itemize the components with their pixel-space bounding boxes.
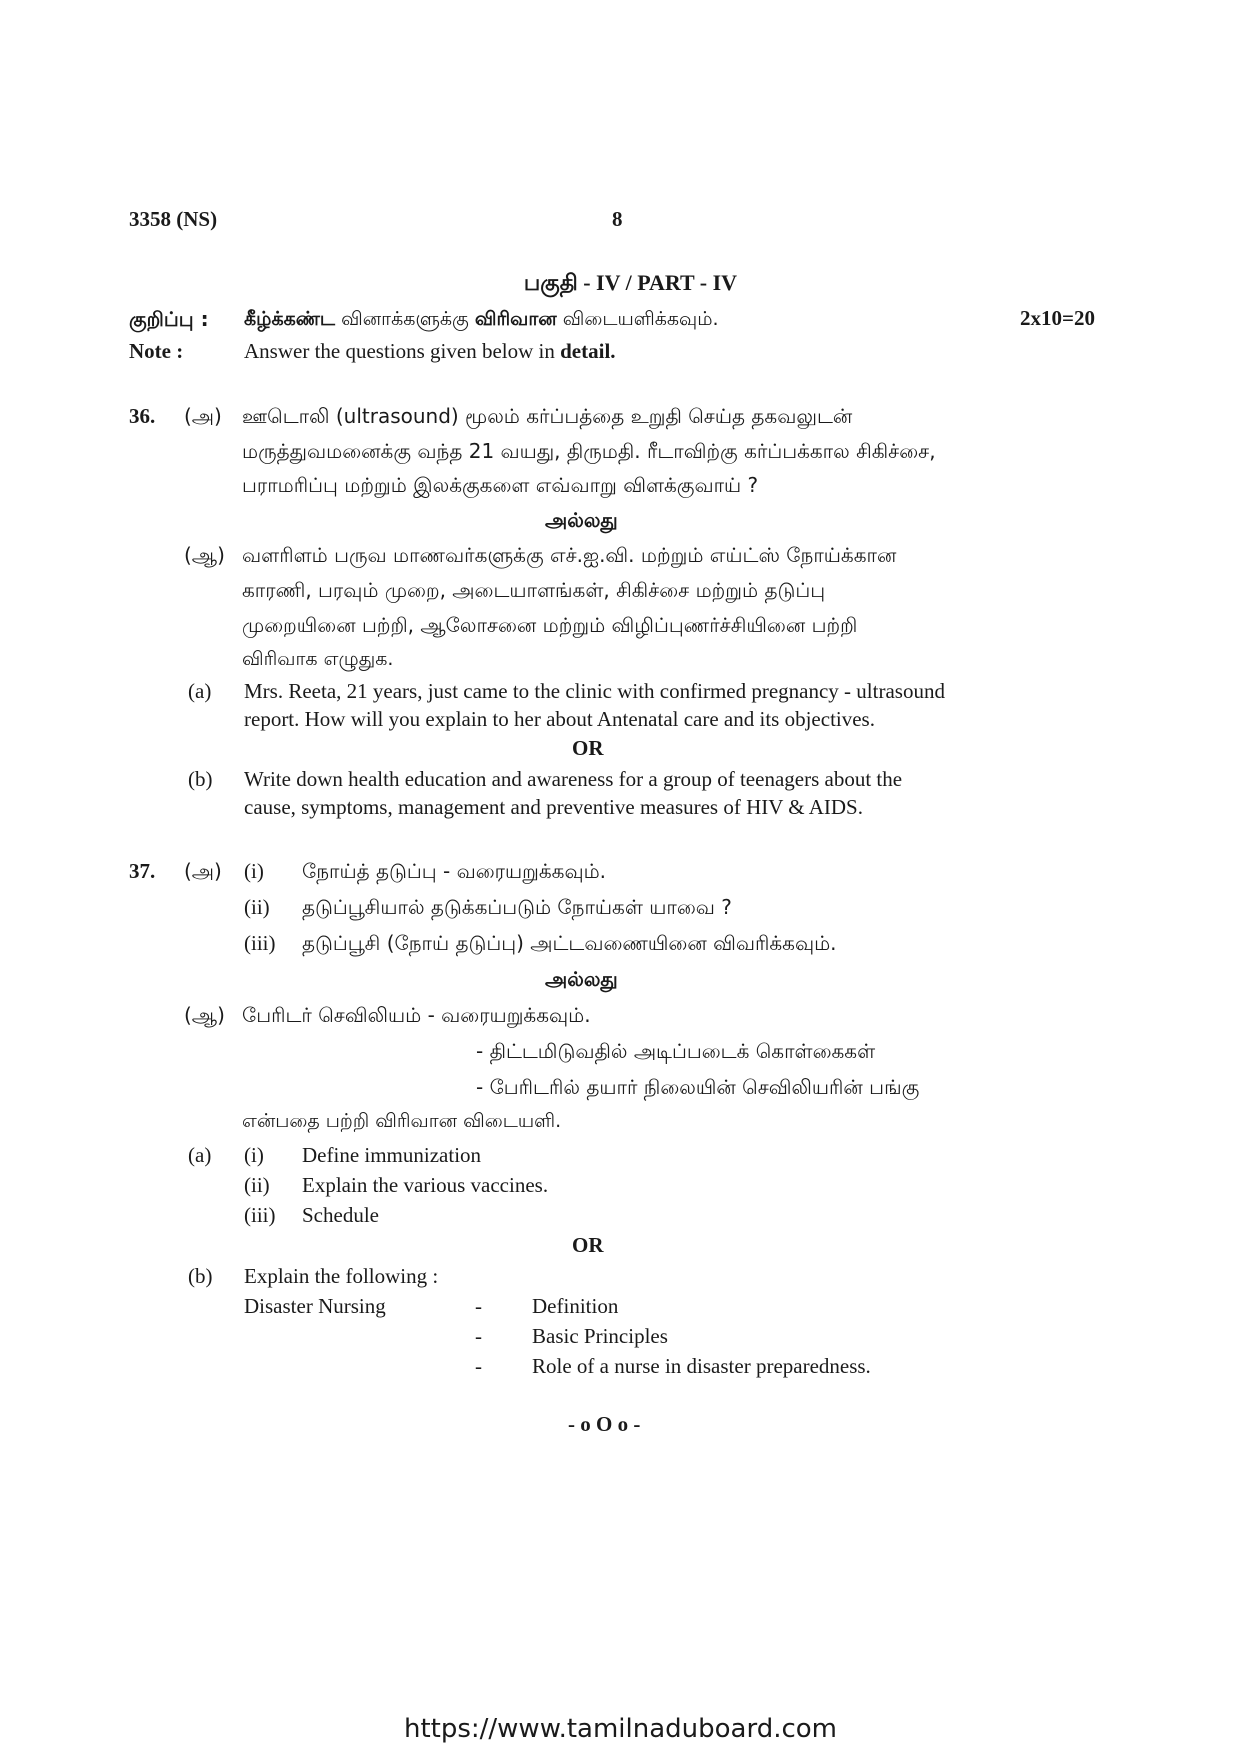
q36-b-label: (ஆ) xyxy=(184,543,225,567)
q37-b-ta-line4: என்பதை பற்றி விரிவான விடையளி. xyxy=(242,1110,562,1132)
q37-b-en-dash2: - xyxy=(475,1324,482,1348)
q37-a-en-num3: (iii) xyxy=(244,1203,276,1227)
note-ta-text: கீழ்க்கண்ட வினாக்களுக்கு விரிவான விடையளிக்கவும். xyxy=(244,308,719,330)
q36-b-ta-line1: வளரிளம் பருவ மாணவர்களுக்கு எச்.ஐ.வி. மற்றும் எய்ட்ஸ் நோய்க்கான xyxy=(242,543,897,567)
q37-a-ta-num2: (ii) xyxy=(244,895,270,919)
q37-a-ta-num3: (iii) xyxy=(244,931,276,955)
q36-b-ta-line3: முறையினை பற்றி, ஆலோசனை மற்றும் விழிப்புணர்ச்சியினை பற்றி xyxy=(242,613,858,637)
q37-a-en-label: (a) xyxy=(188,1143,212,1167)
q36-or-en: OR xyxy=(572,736,604,760)
q36-a-en-line1: Mrs. Reeta, 21 years, just came to the clinic with confirmed pregnancy - ultrasound xyxy=(244,679,945,703)
marks: 2x10=20 xyxy=(1020,306,1095,330)
q37-a-en-num2: (ii) xyxy=(244,1173,270,1197)
q37-a-en-item1: Define immunization xyxy=(302,1143,482,1167)
q37-b-label: (ஆ) xyxy=(184,1003,225,1027)
note-en-label: Note : xyxy=(129,339,184,363)
question-36-number: 36. xyxy=(129,404,156,428)
q36-b-en-line1: Write down health education and awareness for a group of teenagers about the xyxy=(244,767,903,791)
q37-a-ta-item3: தடுப்பூசி (நோய் தடுப்பு) அட்டவணையினை விவரிக்கவும். xyxy=(302,931,837,955)
q37-b-en-item1: Definition xyxy=(532,1294,619,1318)
q36-b-en-label: (b) xyxy=(188,767,213,791)
q37-b-en-subject: Disaster Nursing xyxy=(244,1294,386,1318)
q36-a-en-line2: report. How will you explain to her about Antenatal care and its objectives. xyxy=(244,707,875,731)
q37-a-en-item3: Schedule xyxy=(302,1203,379,1227)
q37-b-ta-line1: பேரிடர் செவிலியம் - வரையறுக்கவும். xyxy=(242,1003,591,1027)
q37-b-ta-line2: - திட்டமிடுவதில் அடிப்படைக் கொள்கைகள் xyxy=(476,1039,876,1063)
q37-a-ta-num1: (i) xyxy=(244,859,264,883)
q37-b-en-dash1: - xyxy=(475,1294,482,1318)
end-mark: - o O o - xyxy=(568,1412,641,1436)
q36-b-en-line2: cause, symptoms, management and preventive measures of HIV & AIDS. xyxy=(244,795,863,819)
q36-or-ta: அல்லது xyxy=(545,508,618,532)
q36-a-en-label: (a) xyxy=(188,679,212,703)
q36-a-ta-line2: மருத்துவமனைக்கு வந்த 21 வயது, திருமதி. ரீடாவிற்கு கர்ப்பக்கால சிகிச்சை, xyxy=(242,439,936,463)
q37-or-ta: அல்லது xyxy=(545,967,618,991)
q37-a-ta-item2: தடுப்பூசியால் தடுக்கப்படும் நோய்கள் யாவை ? xyxy=(302,895,732,919)
q36-b-ta-line4: விரிவாக எழுதுக. xyxy=(242,648,394,670)
q37-a-ta-item1: நோய்த் தடுப்பு - வரையறுக்கவும். xyxy=(302,859,607,883)
q37-b-en-item3: Role of a nurse in disaster preparedness. xyxy=(532,1354,871,1378)
part-title: பகுதி - IV / PART - IV xyxy=(523,270,738,295)
footer-url[interactable]: https://www.tamilnaduboard.com xyxy=(403,1714,838,1744)
question-37-number: 37. xyxy=(129,859,156,883)
q37-b-en-dash3: - xyxy=(475,1354,482,1378)
page-number: 8 xyxy=(612,207,623,231)
q37-b-en-label: (b) xyxy=(188,1264,213,1288)
q37-b-ta-line3: - பேரிடரில் தயார் நிலையின் செவிலியரின் பங்கு xyxy=(476,1075,920,1099)
note-ta-label: குறிப்பு : xyxy=(129,307,209,331)
q36-b-ta-line2: காரணி, பரவும் முறை, அடையாளங்கள், சிகிச்சை மற்றும் தடுப்பு xyxy=(242,578,826,602)
q37-a-en-item2: Explain the various vaccines. xyxy=(302,1173,549,1197)
q36-a-label: (அ) xyxy=(184,404,222,428)
paper-code: 3358 (NS) xyxy=(129,207,218,231)
q37-a-label: (அ) xyxy=(184,859,222,883)
note-en-text: Answer the questions given below in detail. xyxy=(244,339,616,363)
q37-or-en: OR xyxy=(572,1233,604,1257)
q37-b-en-intro: Explain the following : xyxy=(244,1264,439,1288)
q37-b-en-item2: Basic Principles xyxy=(532,1324,668,1348)
q36-a-ta-line1: ஊடொலி (ultrasound) மூலம் கர்ப்பத்தை உறுதி செய்த தகவலுடன் xyxy=(242,404,853,428)
q37-a-en-num1: (i) xyxy=(244,1143,264,1167)
q36-a-ta-line3: பராமரிப்பு மற்றும் இலக்குகளை எவ்வாறு விளக்குவாய் ? xyxy=(242,473,759,497)
